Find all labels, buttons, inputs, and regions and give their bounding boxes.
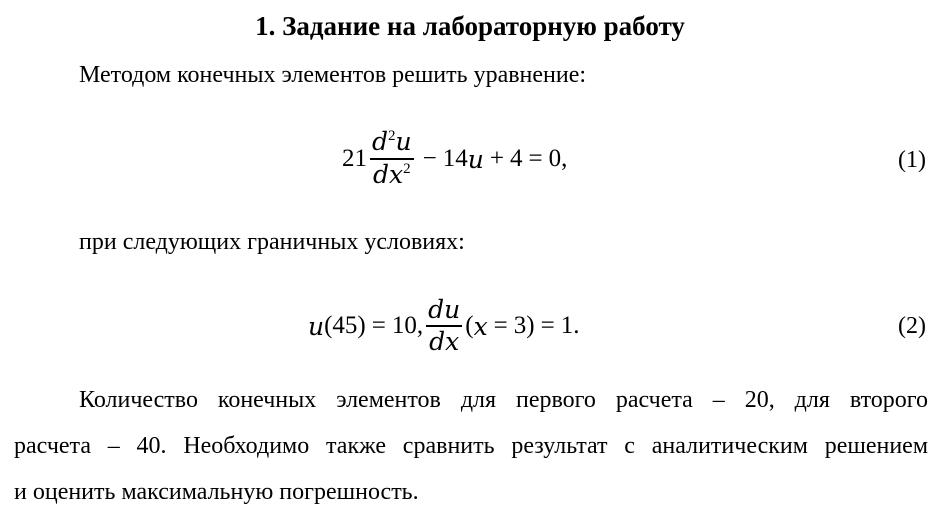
eq2-rhs: 1. [560, 312, 580, 339]
eq1-minus: − [422, 145, 437, 172]
eq2-cond-open: ( [465, 312, 474, 339]
eq2-arg: (45) [324, 312, 366, 339]
eq2-cond-var: x [473, 311, 488, 341]
eq1-fraction [370, 127, 414, 191]
eq1-fraction-numerator: $d^2u$ [372, 127, 412, 157]
intro-paragraph: Методом конечных элементов решить уравнение: [79, 62, 587, 88]
eq2-equals: = [371, 312, 386, 339]
eq2-fraction-denominator: dx [429, 326, 460, 356]
eq1-plus: + [489, 145, 504, 172]
eq1-coefficient: 21 [342, 145, 367, 172]
equation-2-number: (2) [898, 313, 926, 339]
eq1-rhs: 0, [548, 145, 568, 172]
section-heading: 1. Задание на лабораторную работу [255, 11, 685, 41]
equation-2 [308, 290, 579, 362]
eq1-term: 14 [442, 145, 468, 172]
eq2-cond-value: 3) [513, 312, 535, 339]
final-paragraph-line-3: и оценить максимальную погрешность. [14, 479, 419, 505]
eq1-var: u [467, 144, 484, 174]
equation-1 [342, 123, 567, 195]
eq2-cond-equals: = [493, 312, 508, 339]
final-paragraph-line-2: расчета – 40. Необходимо также сравнить результат с аналитическим решением [14, 433, 928, 459]
eq1-const: 4 [509, 145, 523, 172]
boundary-intro: при следующих граничных условиях: [79, 229, 465, 255]
eq2-func: u [308, 311, 325, 341]
final-paragraph-line-1: Количество конечных элементов для первого расчета – 20, для второго [79, 387, 928, 413]
eq2-equals-2: = [540, 312, 555, 339]
eq1-equals: = [528, 145, 543, 172]
eq1-fraction-denominator: $dx^2$ [373, 159, 411, 189]
eq2-value: 10, [391, 312, 424, 339]
equation-1-number: (1) [898, 147, 926, 173]
eq2-fraction-numerator: du [428, 295, 461, 325]
eq2-fraction [426, 295, 462, 357]
